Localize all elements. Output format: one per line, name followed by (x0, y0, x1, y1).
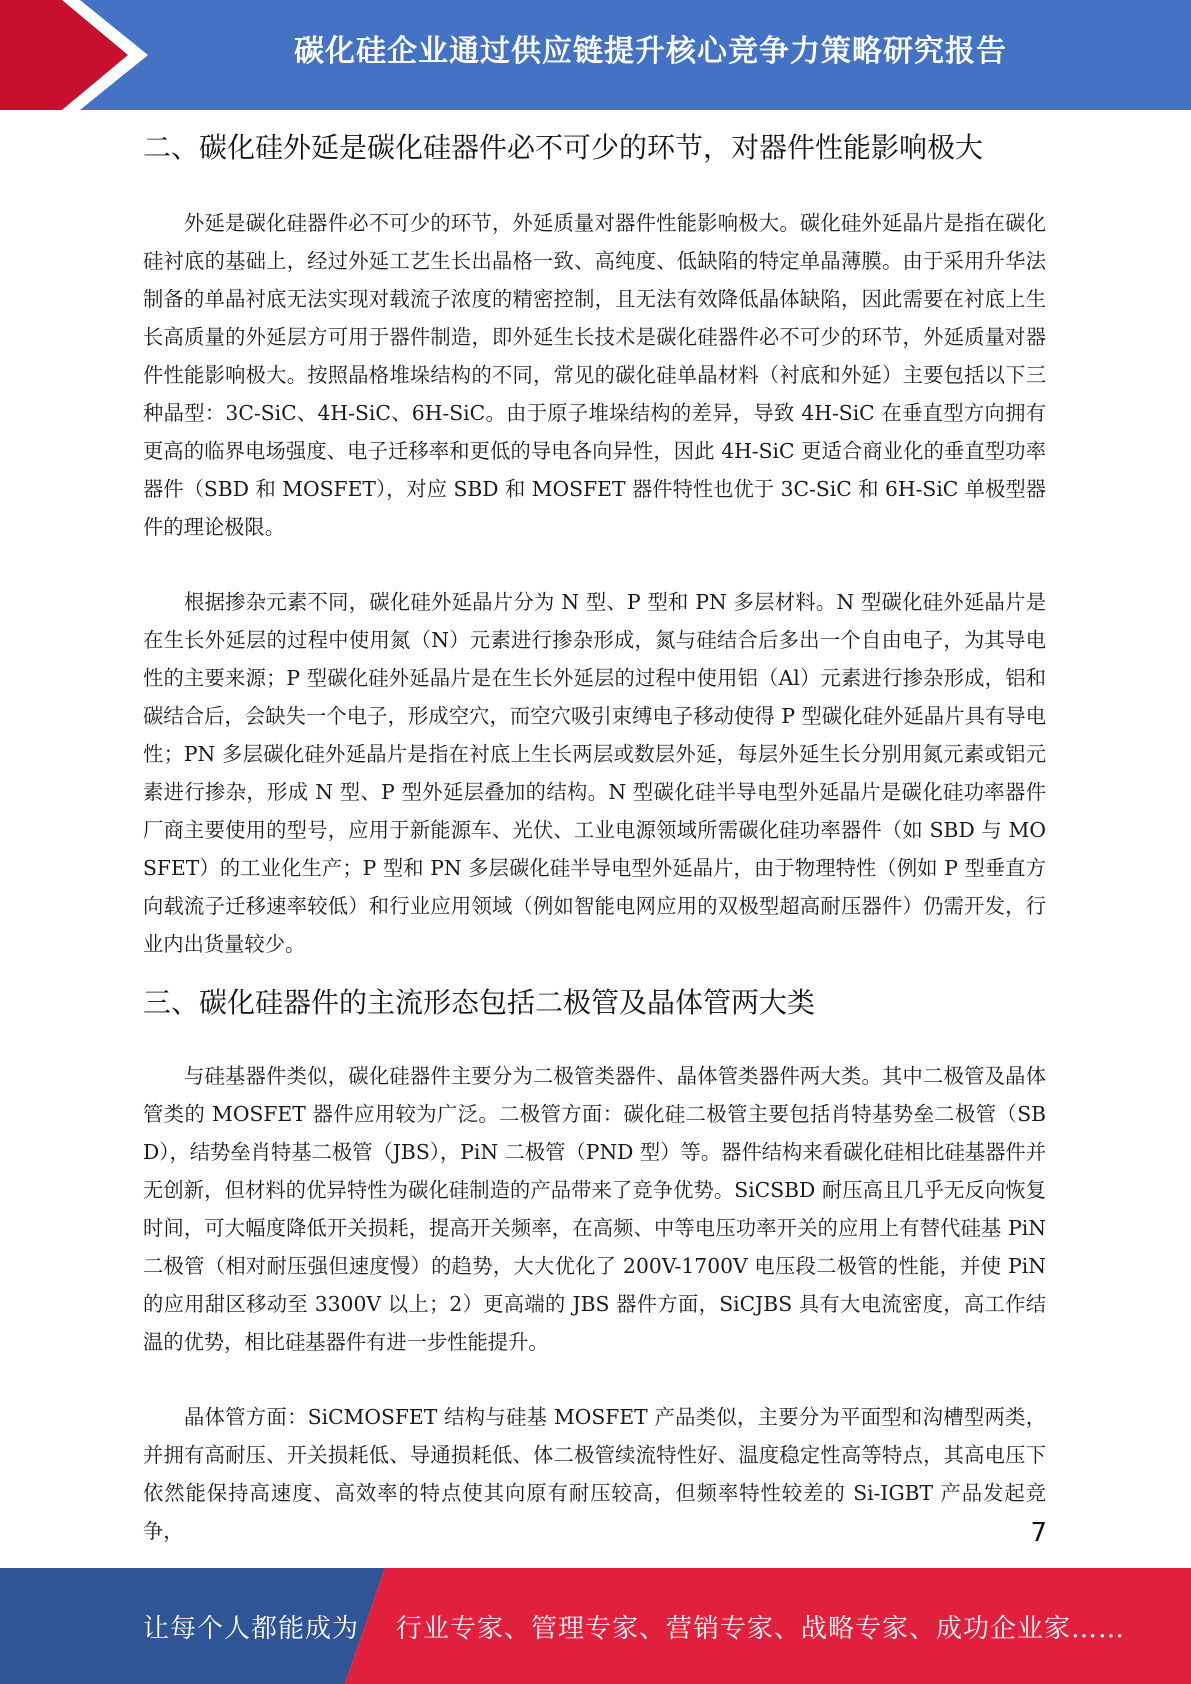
body-paragraph: 与硅基器件类似，碳化硅器件主要分为二极管类器件、晶体管类器件两大类。其中二极管及晶体管类的 MOSFET 器件应用较为广泛。二极管方面：碳化硅二极管主要包括肖特基势垒二极管（SBD），结势垒肖特基二极管（JBS），PiN 二极管（PND 型）等。器件结构来看碳化硅相比硅基器件并无创新，但材料的优异特性为碳化硅制造的产品带来了竞争优势。SiCSBD 耐压高且几乎无反向恢复时间，可大幅度降低开关损耗，提高开关频率，在高频、中等电压功率开关的应用上有替代硅基 PiN 二极管（相对耐压强但速度慢）的趋势，大大优化了 200V-1700V 电压段二极管的性能，并使 PiN 的应用甜区移动至 3300V 以上；2）更高端的 JBS 器件方面，SiCJBS 具有大电流密度，高工作结温的优势，相比硅基器件有进一步性能提升。 (143, 1064, 1046, 1354)
page-header (0, 0, 1191, 110)
footer-slogan-right: 行业专家、管理专家、营销专家、战略专家、成功企业家…… (396, 1614, 1126, 1644)
body-paragraph: 外延是碳化硅器件必不可少的环节，外延质量对器件性能影响极大。碳化硅外延晶片是指在碳化硅衬底的基础上，经过外延工艺生长出晶格一致、高纯度、低缺陷的特定单晶薄膜。由于采用升华法制备的单晶衬底无法实现对载流子浓度的精密控制，且无法有效降低晶体缺陷，因此需要在衬底上生长高质量的外延层方可用于器件制造，即外延生长技术是碳化硅器件必不可少的环节，外延质量对器件性能影响极大。按照晶格堆垛结构的不同，常见的碳化硅单晶材料（衬底和外延）主要包括以下三种晶型：3C-SiC、4H-SiC、6H-SiC。由于原子堆垛结构的差异，导致 4H-SiC 在垂直型方向拥有更高的临界电场强度、电子迁移率和更低的导电各向异性，因此 4H-SiC 更适合商业化的垂直型功率器件（SBD 和 MOSFET），对应 SBD 和 MOSFET 器件特性也优于 3C-SiC 和 6H-SiC 单极型器件的理论极限。 (143, 211, 1046, 539)
footer-slogan-left: 让每个人都能成为 (143, 1614, 360, 1644)
body-paragraph: 根据掺杂元素不同，碳化硅外延晶片分为 N 型、P 型和 PN 多层材料。N 型碳化硅外延晶片是在生长外延层的过程中使用氮（N）元素进行掺杂形成，氮与硅结合后多出一个自由电子，为其导电性的主要来源；P 型碳化硅外延晶片是在生长外延层的过程中使用铝（Al）元素进行掺杂形成，铝和碳结合后，会缺失一个电子，形成空穴，而空穴吸引束缚电子移动使得 P 型碳化硅外延晶片具有导电性；PN 多层碳化硅外延晶片是指在衬底上生长两层或数层外延，每层外延生长分别用氮元素或铝元素进行掺杂，形成 N 型、P 型外延层叠加的结构。N 型碳化硅半导电型外延晶片是碳化硅功率器件厂商主要使用的型号，应用于新能源车、光伏、工业电源领域所需碳化硅功率器件（如 SBD 与 MOSFET）的工业化生产；P 型和 PN 多层碳化硅半导电型外延晶片，由于物理特性（例如 P 型垂直方向载流子迁移速率较低）和行业应用领域（例如智能电网应用的双极型超高耐压器件）仍需开发，行业内出货量较少。 (143, 590, 1046, 956)
body-paragraph: 晶体管方面：SiCMOSFET 结构与硅基 MOSFET 产品类似，主要分为平面型和沟槽型两类，并拥有高耐压、开关损耗低、导通损耗低、体二极管续流特性好、温度稳定性高等特点，其高电压下依然能保持高速度、高效率的特点使其向原有耐压较高，但频率特性较差的 Si-IGBT 产品发起竞争， (143, 1405, 1046, 1543)
report-title: 碳化硅企业通过供应链提升核心竞争力策略研究报告 (294, 34, 1007, 69)
page-number: 7 (1030, 1518, 1047, 1548)
page-body (143, 128, 1046, 1550)
section-heading-3: 三、碳化硅器件的主流形态包括二极管及晶体管两大类 (143, 986, 816, 1019)
page-footer (0, 1568, 1191, 1684)
section-heading-2: 二、碳化硅外延是碳化硅器件必不可少的环节，对器件性能影响极大 (143, 131, 984, 164)
